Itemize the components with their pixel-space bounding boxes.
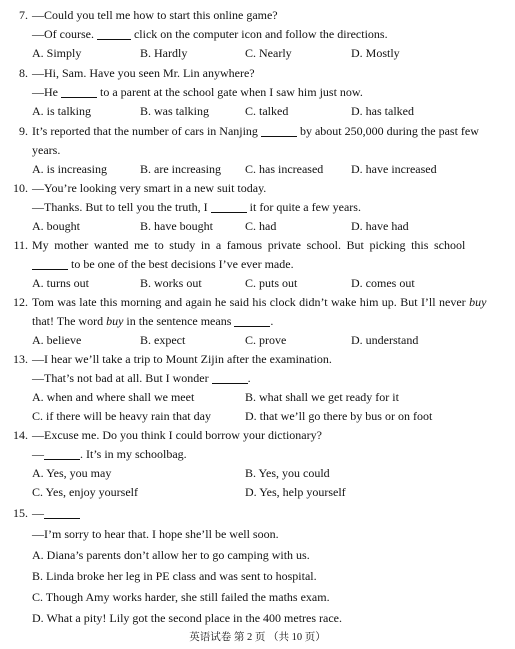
question-number: 8. bbox=[19, 66, 28, 80]
question-number: 14. bbox=[13, 428, 28, 442]
text-part: It’s reported that the number of cars in Nanjing bbox=[32, 124, 261, 138]
text-part: to a parent at the school gate when I saw him just now. bbox=[97, 85, 363, 99]
text-part: by about 250,000 during the past few bbox=[296, 124, 479, 138]
option-a: A. Yes, you may bbox=[32, 466, 112, 480]
option-c: C. prove bbox=[245, 333, 287, 347]
option-b: B. was talking bbox=[140, 104, 209, 118]
italic-word: buy bbox=[106, 314, 124, 328]
italic-word: buy bbox=[469, 295, 487, 309]
answer-blank bbox=[32, 258, 68, 270]
text-part: Tom was late this morning and again he said his clock didn’t wake him up. But I’ll never bbox=[32, 295, 470, 309]
option-a: A. believe bbox=[32, 333, 82, 347]
question-text: —I hear we’ll take a trip to Mount Zijin after the examination. bbox=[32, 352, 332, 366]
text-part: that! The word bbox=[32, 314, 107, 328]
option-b: B. what shall we get ready for it bbox=[245, 390, 399, 404]
option-d: D. Mostly bbox=[351, 46, 400, 60]
page-footer: 英语试卷 第 2 页 （共 10 页） bbox=[189, 632, 326, 643]
option-b: B. works out bbox=[140, 276, 202, 290]
answer-line bbox=[32, 506, 80, 520]
question-text: —Hi, Sam. Have you seen Mr. Lin anywhere? bbox=[32, 66, 255, 80]
answer-blank bbox=[44, 507, 80, 519]
answer-line bbox=[32, 371, 251, 385]
option-a: A. turns out bbox=[32, 276, 89, 290]
text-part: . bbox=[270, 314, 274, 328]
option-b: B. Hardly bbox=[140, 46, 188, 60]
option-a: A. is increasing bbox=[32, 162, 107, 176]
option-c: C. Yes, enjoy yourself bbox=[32, 485, 139, 499]
option-b: B. Linda broke her leg in PE class and was sent to hospital. bbox=[32, 569, 317, 583]
text-part: — bbox=[32, 447, 44, 461]
option-d: D. What a pity! Lily got the second place in the 400 metres race. bbox=[32, 611, 343, 625]
option-b: B. expect bbox=[140, 333, 186, 347]
option-a: A. is talking bbox=[32, 104, 91, 118]
option-b: B. Yes, you could bbox=[245, 466, 330, 480]
text-part: it for quite a few years. bbox=[246, 200, 361, 214]
text-part: . bbox=[247, 371, 251, 385]
question-number: 9. bbox=[19, 124, 28, 138]
question-text: —You’re looking very smart in a new suit today. bbox=[32, 181, 267, 195]
text-part: —Of course. bbox=[32, 27, 97, 41]
option-d: D. Yes, help yourself bbox=[245, 485, 346, 499]
answer-blank bbox=[97, 28, 131, 40]
question-number: 11. bbox=[13, 238, 28, 252]
text-part: — bbox=[32, 506, 44, 520]
answer-blank bbox=[261, 125, 297, 137]
option-c: C. Nearly bbox=[245, 46, 292, 60]
option-d: D. have had bbox=[351, 219, 409, 233]
answer-line bbox=[32, 27, 388, 41]
answer-line bbox=[32, 85, 363, 99]
question-text: My mother wanted me to study in a famous private school. But picking this school bbox=[32, 238, 466, 252]
option-c: C. has increased bbox=[245, 162, 324, 176]
question-number: 10. bbox=[13, 181, 28, 195]
option-a: A. Simply bbox=[32, 46, 82, 60]
question-number: 13. bbox=[13, 352, 28, 366]
option-d: D. comes out bbox=[351, 276, 415, 290]
text-part: to be one of the best decisions I’ve ever made. bbox=[68, 257, 294, 271]
option-d: D. has talked bbox=[351, 104, 414, 118]
option-b: B. have bought bbox=[140, 219, 213, 233]
text-part: —That’s not bad at all. But I wonder bbox=[32, 371, 212, 385]
question-number: 7. bbox=[19, 8, 28, 22]
answer-line bbox=[32, 447, 187, 461]
question-number: 15. bbox=[13, 506, 28, 520]
option-c: C. if there will be heavy rain that day bbox=[32, 409, 211, 423]
answer-blank bbox=[211, 201, 247, 213]
option-c: C. puts out bbox=[245, 276, 298, 290]
option-b: B. are increasing bbox=[140, 162, 221, 176]
text-part: in the sentence means bbox=[123, 314, 235, 328]
option-d: D. that we’ll go there by bus or on foot bbox=[245, 409, 433, 423]
question-text: —Could you tell me how to start this online game? bbox=[32, 8, 278, 22]
option-c: C. talked bbox=[245, 104, 289, 118]
option-c: C. Though Amy works harder, she still failed the maths exam. bbox=[32, 590, 330, 604]
option-a: A. when and where shall we meet bbox=[32, 390, 195, 404]
question-text-cont bbox=[32, 314, 273, 328]
text-part: click on the computer icon and follow the directions. bbox=[130, 27, 388, 41]
answer-blank bbox=[234, 315, 270, 327]
question-text: —Excuse me. Do you think I could borrow your dictionary? bbox=[32, 428, 322, 442]
text-part: —Thanks. But to tell you the truth, I bbox=[32, 200, 211, 214]
text-part: —He bbox=[32, 85, 61, 99]
question-text bbox=[32, 295, 486, 309]
answer-line bbox=[32, 257, 294, 271]
answer-blank bbox=[212, 372, 248, 384]
option-d: D. have increased bbox=[351, 162, 437, 176]
question-text-cont: years. bbox=[32, 143, 61, 157]
option-a: A. Diana’s parents don’t allow her to go camping with us. bbox=[32, 548, 310, 562]
option-d: D. understand bbox=[351, 333, 419, 347]
question-text bbox=[32, 124, 479, 138]
option-a: A. bought bbox=[32, 219, 80, 233]
question-number: 12. bbox=[13, 295, 28, 309]
question-text: —I’m sorry to hear that. I hope she’ll be well soon. bbox=[32, 527, 279, 541]
answer-blank bbox=[44, 448, 80, 460]
answer-blank bbox=[61, 86, 97, 98]
answer-line bbox=[32, 200, 361, 214]
option-c: C. had bbox=[245, 219, 277, 233]
text-part: . It’s in my schoolbag. bbox=[80, 447, 187, 461]
